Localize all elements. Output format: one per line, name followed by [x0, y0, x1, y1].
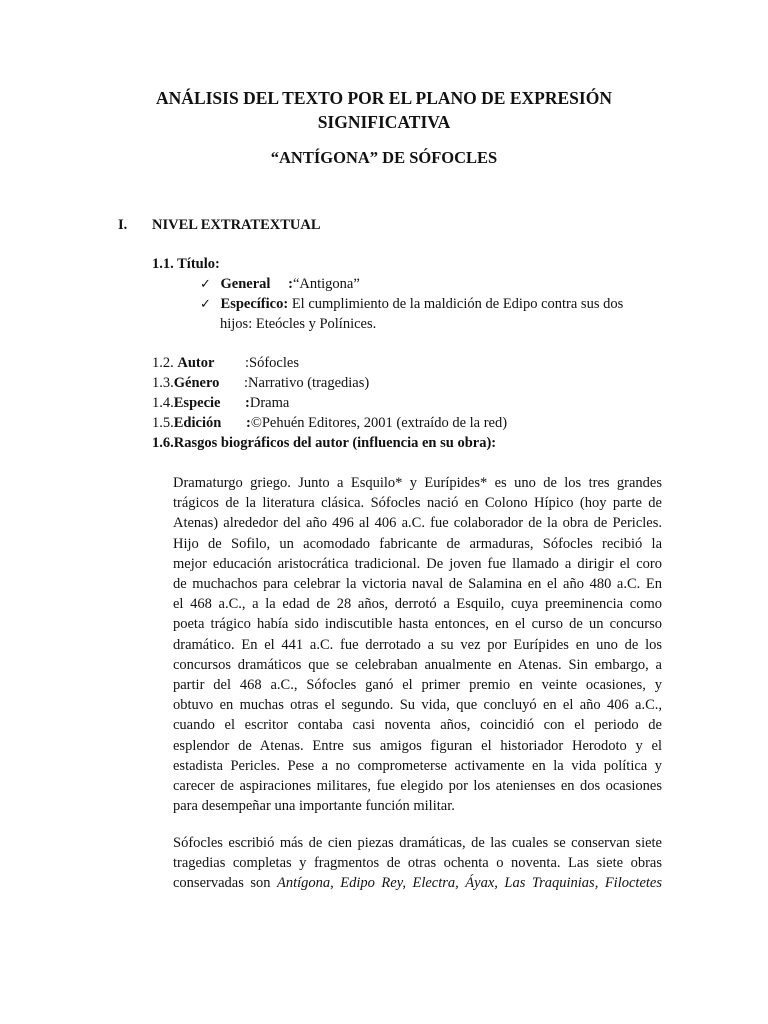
paragraph-line: mejor educación aristocrática tradicional. De joven fue llamado a dirigir el coro	[173, 555, 662, 572]
field-separator: :	[246, 415, 251, 431]
field-edicion-value	[246, 413, 507, 433]
field-genero-value	[244, 373, 369, 393]
paragraph-line: el 468 a.C., a la edad de 28 años, derrotó a Esquilo, cuya preeminencia como	[173, 596, 662, 613]
especifico-value: El cumplimiento de la maldición de Edipo contra sus dos	[291, 296, 624, 312]
field-value: Narrativo (tragedias)	[248, 375, 370, 391]
field-separator: :	[245, 395, 250, 411]
works-paragraph	[173, 833, 662, 894]
field-edicion	[152, 413, 221, 433]
paragraph-line: cuando el escritor contaba casi noventa años, coincidió con el periodo de	[173, 717, 662, 734]
paragraph-line: partir del 468 a.C., Sófocles ganó el primer premio en veinte ocasiones, y	[173, 677, 662, 694]
document-title-line1: ANÁLISIS DEL TEXTO POR EL PLANO DE EXPRESIÓN	[156, 88, 612, 108]
field-label: Especie	[173, 395, 221, 411]
paragraph-line	[173, 873, 662, 893]
works-list: Antígona, Edipo Rey, Electra, Áyax, Las Traquinias, Filoctetes	[277, 875, 662, 892]
paragraph-line: dramático. En el 441 a.C. fue derrotado a su vez por Eurípides en uno de los	[173, 636, 662, 653]
field-number: 1.4.	[152, 395, 174, 411]
especifico-item	[200, 294, 623, 315]
field-value: Sófocles	[249, 355, 299, 371]
paragraph-line: trágicos de la literatura clásica. Sófocles nació en Colono Hípico (hoy parte de	[173, 495, 662, 512]
paragraph-line: Sófocles escribió más de cien piezas dramáticas, de las cuales se conservan siete	[173, 835, 662, 851]
paragraph-line: esplendor de Atenas. Entre sus amigos figuran el historiador Herodoto y el	[173, 737, 662, 754]
paragraph-text: conservadas son	[173, 875, 277, 892]
document-subtitle: “ANTÍGONA” DE SÓFOCLES	[270, 148, 498, 167]
titulo-label: 1.1. Título:	[152, 256, 220, 272]
general-value: “Antigona”	[292, 276, 360, 292]
field-value: Drama	[249, 395, 290, 411]
field-label: Edición	[173, 415, 222, 431]
field-separator: :	[245, 355, 250, 371]
paragraph-line: de muchachos para celebrar la victoria naval de Salamina en el año 480 a.C. En	[173, 576, 662, 593]
checkmark-icon: ✓	[200, 297, 211, 312]
field-especie-value	[245, 393, 289, 413]
field-especie	[152, 393, 220, 413]
general-item	[200, 274, 360, 295]
paragraph-line: poeta trágico había sido indiscutible hasta entonces, en el curso de un concurso	[173, 616, 662, 633]
section-number: I.	[118, 217, 128, 233]
field-autor-value	[245, 353, 299, 373]
paragraph-line: carecer de aspiraciones militares, fue elegido por los atenienses en dos ocasiones	[173, 778, 662, 795]
field-label: Autor	[177, 355, 215, 371]
field-separator: :	[244, 375, 249, 391]
paragraph-line: para desempeñar una importante función militar.	[173, 798, 455, 815]
paragraph-line: tragedias completas y fragmentos de otras ochenta o noventa. Las siete obras	[173, 855, 662, 872]
field-value: ©Pehuén Editores, 2001 (extraído de la red)	[250, 415, 508, 431]
paragraph-line: concursos dramáticos que se celebraban anualmente en Atenas. Sin embargo, a	[173, 656, 662, 673]
field-number: 1.2.	[152, 355, 178, 371]
especifico-value-continued: hijos: Eteócles y Polínices.	[220, 316, 377, 332]
field-label: Género	[173, 375, 220, 391]
biography-paragraph	[173, 473, 662, 816]
paragraph-line: Atenas) alrededor del año 496 al 406 a.C. fue colaborador de la obra de Pericles.	[173, 515, 662, 532]
document-title-line2: SIGNIFICATIVA	[317, 112, 451, 132]
paragraph-line: Dramaturgo griego. Junto a Esquilo* y Eurípides* es uno de los tres grandes	[173, 475, 662, 491]
field-number: 1.5.	[152, 415, 174, 431]
especifico-label: Específico:	[220, 296, 289, 312]
rasgos-heading: 1.6.Rasgos biográficos del autor (influencia en su obra):	[152, 435, 497, 451]
paragraph-line: obtuvo en muchas otras el segundo. Su vida, que concluyó en el año 406 a.C.,	[173, 697, 662, 714]
checkmark-icon: ✓	[200, 277, 211, 292]
section-heading: NIVEL EXTRATEXTUAL	[152, 217, 321, 233]
field-number: 1.3.	[152, 375, 174, 391]
general-label: General	[220, 276, 271, 292]
paragraph-line: estadista Pericles. Pese a no comprometerse activamente en la vida política y	[173, 757, 662, 774]
field-genero	[152, 373, 219, 393]
general-separator: :	[288, 276, 293, 292]
paragraph-line: Hijo de Sofilo, un acomodado fabricante de armaduras, Sófocles recibió la	[173, 535, 662, 552]
field-autor	[152, 353, 214, 373]
